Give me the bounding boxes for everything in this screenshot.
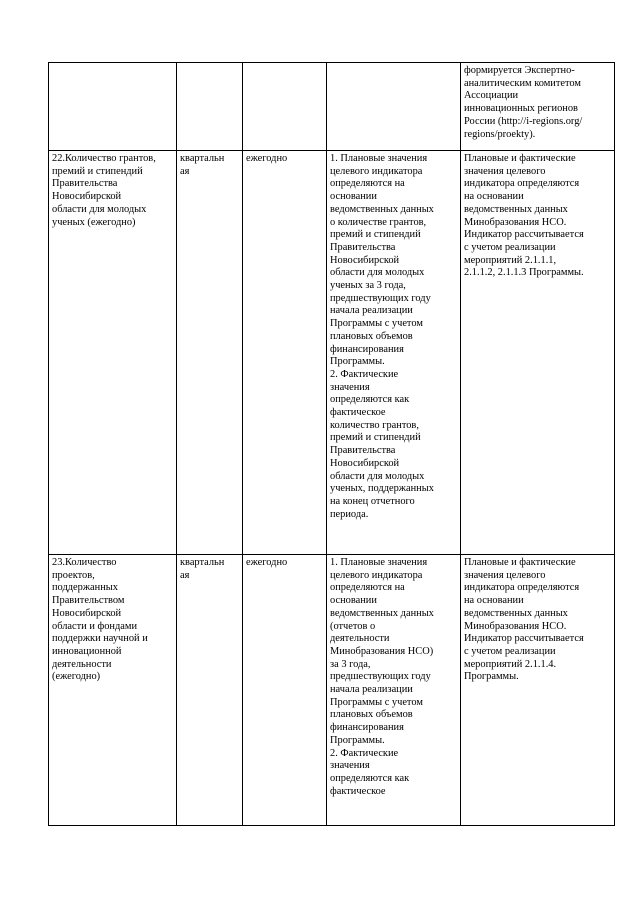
source-cell: формируется Экспертно- аналитическим комитетом Ассоциации инновационных регионов России (http://i-regions.org/ regions/proekty). bbox=[461, 63, 615, 151]
indicator-name-cell: 22.Количество грантов, премий и стипендий Правительства Новосибирской области для молодых ученых (ежегодно) bbox=[49, 151, 177, 555]
method-cell: 1. Плановые значения целевого индикатора определяются на основании ведомственных данных (отчетов о деятельности Минобразования НСО) за 3 года, предшествующих году начала реализации Программы с учетом плановых объемов финансирования Программы. 2. Фактические значения определяются как фактическое bbox=[327, 555, 461, 826]
frequency-cell: ежегодно bbox=[243, 151, 327, 555]
table-row bbox=[49, 151, 615, 555]
source-cell: Плановые и фактические значения целевого индикатора определяются на основании ведомственных данных Минобразования НСО. Индикатор рассчитывается с учетом реализации мероприятий 2.1.1.4. Программы. bbox=[461, 555, 615, 826]
frequency-cell: ежегодно bbox=[243, 555, 327, 826]
periodicity-cell: квартальн ая bbox=[177, 555, 243, 826]
indicator-name-cell bbox=[49, 63, 177, 151]
method-cell bbox=[327, 63, 461, 151]
frequency-cell bbox=[243, 63, 327, 151]
indicator-name-cell: 23.Количество проектов, поддержанных Правительством Новосибирской области и фондами поддержки научной и инновационной деятельности (ежегодно) bbox=[49, 555, 177, 826]
periodicity-cell: квартальн ая bbox=[177, 151, 243, 555]
indicator-table bbox=[48, 62, 615, 826]
periodicity-cell bbox=[177, 63, 243, 151]
table-row bbox=[49, 63, 615, 151]
source-cell: Плановые и фактические значения целевого индикатора определяются на основании ведомственных данных Минобразования НСО. Индикатор рассчитывается с учетом реализации мероприятий 2.1.1.1, 2.1.1.2, 2.1.1.3 Программы. bbox=[461, 151, 615, 555]
method-cell: 1. Плановые значения целевого индикатора определяются на основании ведомственных данных о количестве грантов, премий и стипендий Правительства Новосибирской области для молодых ученых за 3 года, предшествующих году начала реализации Программы с учетом плановых объемов финансирования Программы. 2. Фактические значения определяются как фактическое количество грантов, премий и стипендий Правительства Новосибирской области для молодых ученых, поддержанных на конец отчетного периода. bbox=[327, 151, 461, 555]
table-row bbox=[49, 555, 615, 826]
